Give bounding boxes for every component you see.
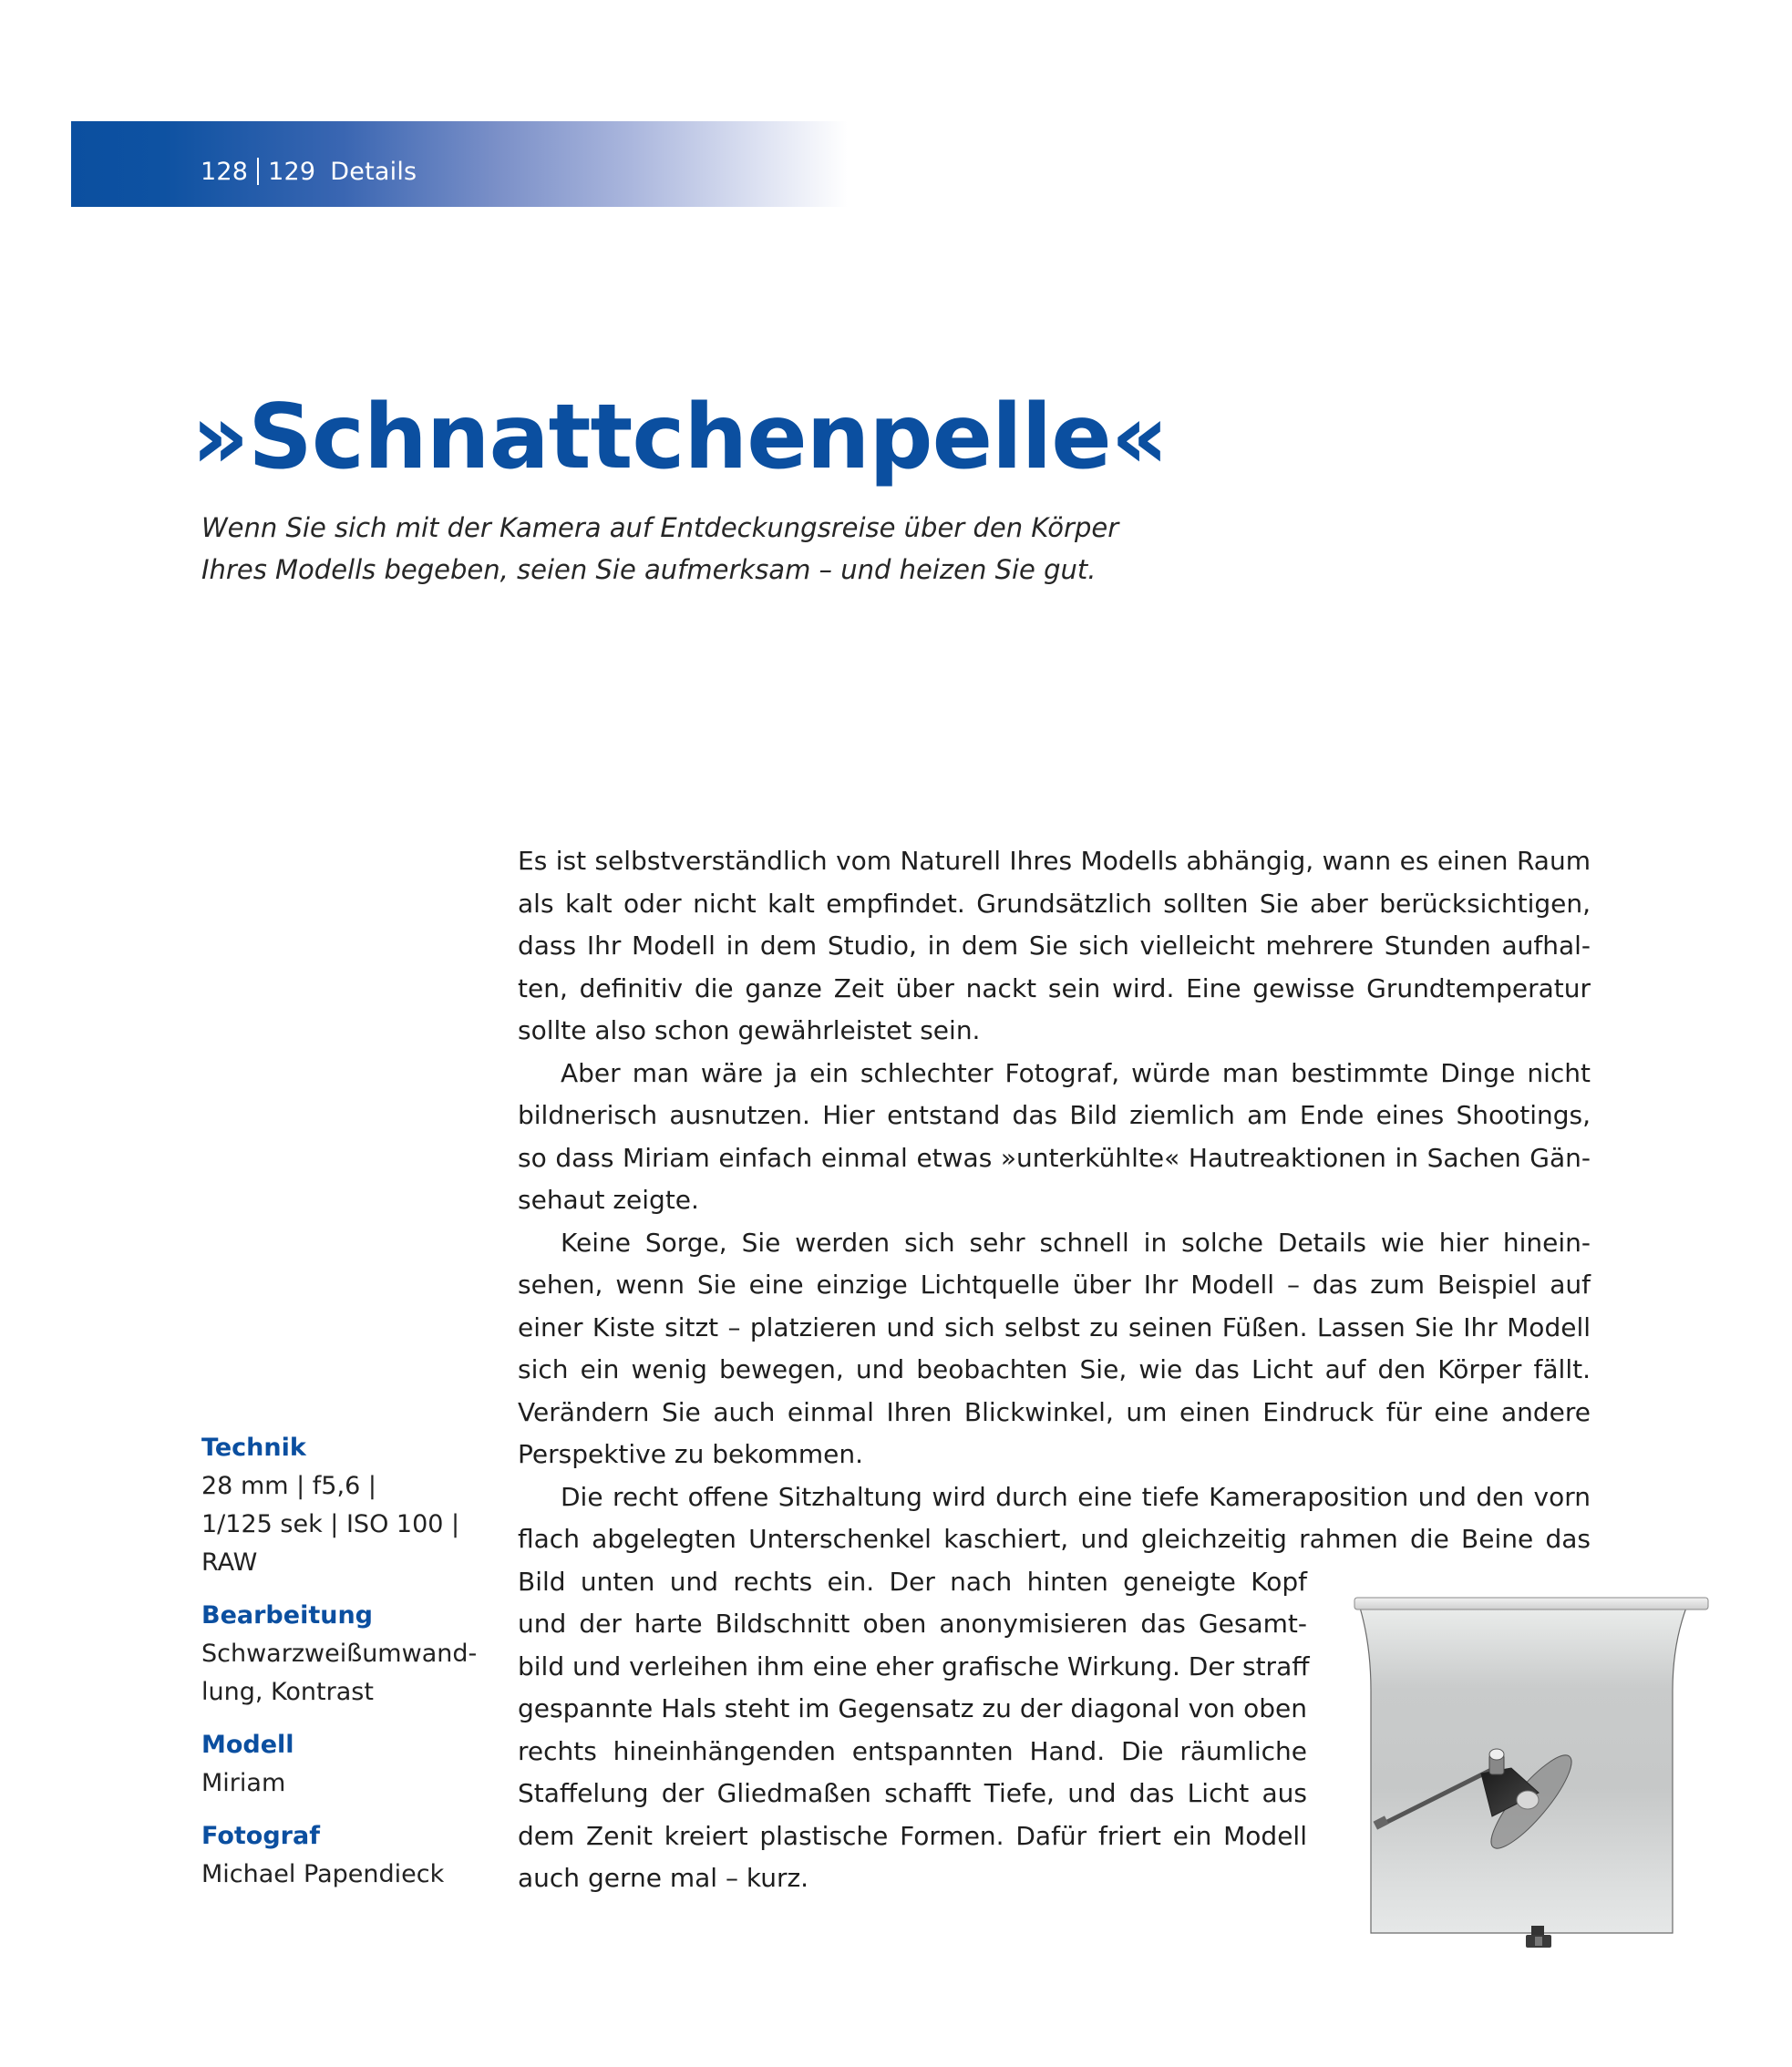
body-line: und der harte Bildschnitt oben anonymisieren das Gesamt- (518, 1609, 1307, 1639)
info-group-modell (201, 1726, 493, 1803)
page-separator (257, 158, 259, 185)
body-line: auch gerne mal – kurz. (518, 1863, 809, 1893)
info-value: 28 mm | f5,6 | (201, 1472, 376, 1500)
body-line: so dass Miriam einfach einmal etwas »unterkühlte« Hautreaktionen in Sachen Gän- (518, 1142, 1591, 1173)
info-value: RAW (201, 1548, 258, 1577)
body-line: Keine Sorge, Sie werden sich sehr schnell in solche Details wie hier hinein- (561, 1227, 1591, 1258)
info-value: 1/125 sek | ISO 100 | (201, 1510, 460, 1538)
info-heading: Bearbeitung (201, 1601, 373, 1630)
body-line: dass Ihr Modell in dem Studio, in dem Sie sich vielleicht mehrere Stunden aufhal- (518, 931, 1591, 961)
page-number-right: 129 (268, 158, 316, 186)
lighting-setup-diagram (1349, 1590, 1714, 1955)
subtitle-line: Ihres Modells begeben, seien Sie aufmerksam – und heizen Sie gut. (201, 554, 1097, 585)
backdrop-icon (1354, 1598, 1708, 1933)
body-line: Aber man wäre ja ein schlechter Fotograf, würde man bestimmte Dinge nicht (561, 1057, 1591, 1088)
info-group-fotograf (201, 1817, 493, 1894)
info-group-bearbeitung (201, 1597, 493, 1712)
info-value: Michael Papendieck (201, 1860, 445, 1888)
body-line: Verändern Sie auch einmal Ihren Blickwinkel, um einen Eindruck für eine andere (518, 1396, 1591, 1427)
body-line: ten, definitiv die ganze Zeit über nackt sein wird. Eine gewisse Grundtemperatur (518, 972, 1591, 1003)
body-line: gespannte Hals steht im Gegensatz zu der diagonal von oben (518, 1693, 1307, 1723)
info-value: Schwarzweißumwand- (201, 1640, 478, 1668)
body-line: sollte also schon gewährleistet sein. (518, 1015, 981, 1045)
subtitle-line: Wenn Sie sich mit der Kamera auf Entdeckungsreise über den Körper (201, 512, 1119, 543)
info-heading: Fotograf (201, 1822, 320, 1850)
running-header (201, 158, 417, 186)
info-group-technik (201, 1429, 493, 1582)
body-line: Perspektive zu bekommen. (518, 1439, 863, 1469)
page-number-left: 128 (201, 158, 249, 186)
info-heading: Modell (201, 1731, 294, 1759)
body-line: sehaut zeigte. (518, 1185, 699, 1215)
body-line: flach abgelegten Unterschenkel kaschiert, und gleichzeitig rahmen die Beine das (518, 1524, 1591, 1554)
body-line: rechts hineinhängenden entspannten Hand. Die räumliche (518, 1735, 1307, 1766)
subtitle (201, 507, 1119, 591)
photo-info-sidebar (201, 1429, 493, 1908)
body-line: als kalt oder nicht kalt empfindet. Grundsätzlich sollten Sie aber berücksichtigen, (518, 888, 1591, 919)
info-heading: Technik (201, 1434, 306, 1462)
body-line: dem Zenit kreiert plastische Formen. Dafür friert ein Modell (518, 1820, 1307, 1851)
info-value: Miriam (201, 1769, 286, 1797)
body-line: Es ist selbstverständlich vom Naturell Ihres Modells abhängig, wann es einen Raum (518, 846, 1591, 876)
info-value: lung, Kontrast (201, 1678, 374, 1706)
running-header-bar (71, 121, 848, 207)
body-line: bild und verleihen ihm eine eher grafische Wirkung. Der straff (518, 1651, 1310, 1681)
body-line: Die recht offene Sitzhaltung wird durch eine tiefe Kameraposition und den vorn (561, 1481, 1591, 1512)
body-line: bildnerisch ausnutzen. Hier entstand das Bild ziemlich am Ende eines Shootings, (518, 1100, 1591, 1130)
body-line: Bild unten und rechts ein. Der nach hinten geneigte Kopf (518, 1566, 1307, 1597)
section-name: Details (330, 158, 417, 186)
body-line: sich ein wenig bewegen, und beobachten Sie, wie das Licht auf den Körper fällt. (518, 1354, 1591, 1384)
body-line: sehen, wenn Sie eine einzige Lichtquelle über Ihr Modell – das zum Beispiel auf (518, 1270, 1591, 1300)
body-line: Staffelung der Gliedmaßen schafft Tiefe, und das Licht aus (518, 1778, 1307, 1808)
page-title: »Schnattchenpelle« (191, 386, 1169, 489)
body-line: einer Kiste sitzt – platzieren und sich selbst zu seinen Füßen. Lassen Sie Ihr Modell (518, 1311, 1591, 1342)
